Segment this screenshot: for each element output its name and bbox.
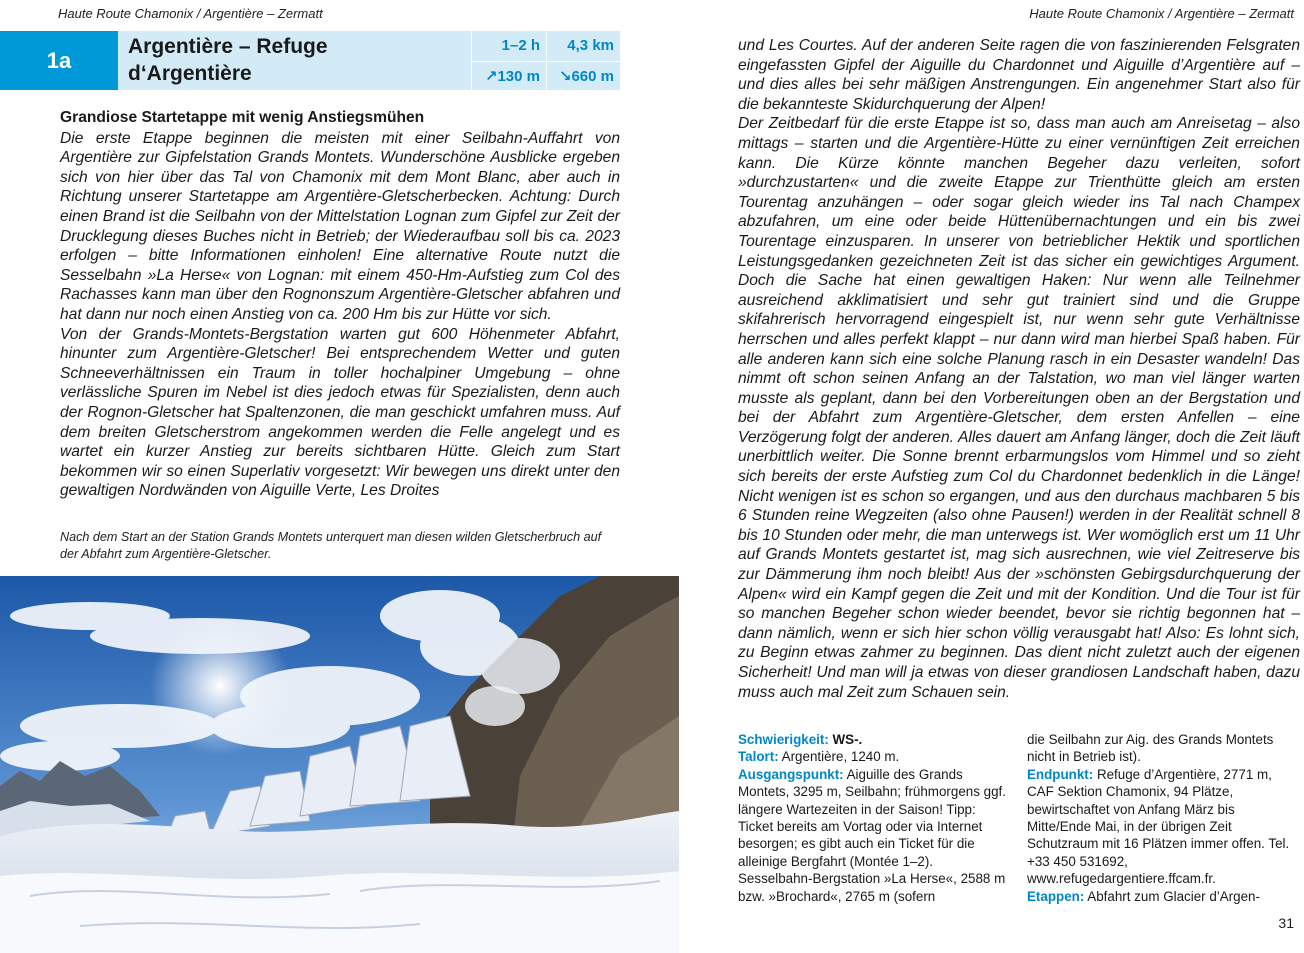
ascent-stat: ↗130 m (472, 61, 546, 91)
tour-header (118, 31, 620, 90)
start-value: Aiguille des Grands Montets, 3295 m, Seilbahn; frühmorgens ggf. längere Wartezeiten in der Saison! Tipp: Ticket bereits am Vortag oder via Internet besorgen; es gibt auch ein Ticket für die alleinige Bergfahrt (Montée 1–2). Sesselbahn-Bergstation »La Herse«, 2588 m bzw. »Brochard«, 2765 m (sofern (738, 766, 1006, 904)
tour-title-line-2: d‘Argentière (128, 62, 252, 85)
end-value: Refuge d’Argentière, 2771 m, CAF Sektion Chamonix, 94 Plätze, bewirtschaftet von Anfang März bis Mitte/Ende Mai, in der übrigen Zeit Schutzraum mit 16 Plätzen immer offen. Tel. +33 450 531692, www.refugedargentiere.ffcam.fr. (1027, 766, 1290, 887)
stages-entry (1027, 888, 1302, 905)
valley-value: Argentière, 1240 m. (781, 749, 900, 765)
stages-label: Etappen: (1027, 888, 1085, 904)
descent-stat: ↘660 m (546, 61, 620, 91)
left-column (60, 108, 620, 501)
stages-value: Abfahrt zum Glacier d’Argen- (1087, 888, 1260, 904)
distance-stat: 4,3 km (546, 31, 620, 61)
tour-title-line-1: Argentière – Refuge (128, 35, 328, 58)
tour-title (118, 31, 471, 90)
right-paragraph-2: Der Zeitbedarf für die erste Etappe ist so, dass man auch am Anreisetag – also mittags – starten und die Argentière-Hütte zu einer vernünftigen Zeit erreichen kann. Die Kürze könnte manchen Begeher dazu verleiten, sofort »durchzustarten« und die zweite Etappe zur Trienthütte gleich am ersten Tourentag anzuhängen – oder sogar gleich wieder ins Tal nach Champex abzufahren, um eine oder beide Hüttenübernachtungen und ein bis zwei Tourentage einzusparen. In unserer von betrieblicher Hektik und sportlichen Leistungsgedanken gezeichneten Zeit ist das sicher ein gewichtiges Argument. Doch die Sache hat einen gewaltigen Haken: Nur wenn alle Teilnehmer ausreichend akklimatisiert und sehr gut trainiert sind und die Gruppe skifahrerisch hervorragend eingespielt ist, nur wenn sehr gute Verhältnisse herrschen und alles perfekt klappt – nur dann wird man hierbei Spaß haben. Für alle anderen kann sich eine solche Planung rasch in ein Desaster wandeln! Das nimmt oft schon seinen Anfang an der Talstation, wo man viel länger warten musste als geplant, dann bei den Vorbereitungen oben an der Bergstation und bei der Abfahrt zum Argentière-Gletscher, dem ersten Anfellen – eine Verzögerung folgt der anderen. Alles dauert am Anfang länger, doch die Zeit läuft unerbittlich weiter. Die Sonne brennt erbarmungslos vom Himmel und so zieht sich bereits der erste Aufstieg zum Col du Chardonnet bedenklich in die Länge! Nicht wenigen ist es schon so ergangen, und aus den durchaus machbaren 5 bis 6 Stunden reine Wegzeiten (also ohne Pausen!) werden in der Realität schnell 8 bis 10 Stunden oder mehr, die man unterwegs ist. Wer womöglich erst um 11 Uhr auf Grands Montets gestartet ist, mag sich ausrechnen, wie viel Zeitreserve bis zur Dämmerung ihm noch bleibt! Aus der »schönsten Gebirgsdurchquerung der Alpen« wird ein Kampf gegen die Zeit und mit der Kondition. Und die Tour ist für so manchen Begeher schon wieder beendet, bevor sie richtig begonnen hat – dann nämlich, wenn er sich hier schon völlig verausgabt hat! Also: Es lohnt sich, zu Beginn etwas zahmer zu beginnen. Das dient nicht zuletzt auch der eigenen Sicherheit! Und man will ja etwas von dieser grandiosen Landschaft haben, dazu muss auch mal Zeit zum Schauen sein. (738, 115, 1300, 701)
end-entry (1027, 766, 1302, 888)
running-header-left: Haute Route Chamonix / Argentière – Zermatt (58, 6, 323, 21)
start-entry (738, 766, 1010, 905)
glacier-photo (0, 576, 679, 953)
photo-caption: Nach dem Start an der Station Grands Montets unterquert man diesen wilden Gletscherbruch auf der Abfahrt zum Argentière-Gletscher. (60, 530, 602, 561)
running-header-right: Haute Route Chamonix / Argentière – Zermatt (1029, 6, 1294, 21)
right-column (738, 36, 1300, 702)
valley-entry (738, 748, 1010, 765)
end-label: Endpunkt: (1027, 766, 1094, 782)
difficulty-label: Schwierigkeit: (738, 732, 829, 747)
glacier-photo-illustration (0, 576, 679, 953)
tour-info-column-1 (738, 731, 1010, 905)
duration-stat: 1–2 h (501, 37, 540, 55)
difficulty-value: WS-. (832, 732, 863, 747)
start-entry-continued: die Seilbahn zur Aig. des Grands Montets nicht in Betrieb ist). (1027, 732, 1274, 765)
tour-stats (471, 31, 620, 90)
right-paragraph-1: und Les Courtes. Auf der anderen Seite ragen die von faszinierenden Felsgraten eingefassten Gipfel der Aiguille du Chardonnet und Aiguille d’Argentière auf – und dies alles bei sehr mäßigen Anstrengungen. Ein angenehmer Start also für die bekannteste Skidurchquerung der Alpen! (738, 37, 1300, 113)
valley-label: Talort: (738, 749, 779, 765)
left-paragraph-2: Von der Grands-Montets-Bergstation warten gut 600 Höhenmeter Abfahrt, hinunter zum Argentière-Gletscher! Bei entsprechendem Wetter und guten Schneeverhältnissen ein Traum in toller hochalpiner Umgebung – ohne verlässliche Spuren im Nebel ist dies jedoch etwas für Spezialisten, denn auch der Rognon-Gletscher hat Spaltenzonen, die man geschickt umfahren muss. Auf dem breiten Gletscherstrom angekommen werden die Felle angelegt und es wartet ein kurzer Anstieg zur bereits sichtbaren Hütte. Gleich zum Start bekommen wir so einen Superlativ vorgesetzt: Wir bewegen uns direkt unter den gewaltigen Nordwänden von Aiguille Verte, Les Droites (60, 325, 620, 500)
tour-number-badge: 1a (0, 31, 118, 90)
difficulty-entry (738, 731, 1010, 748)
section-subheading: Grandiose Startetappe mit wenig Anstiegsmühen (60, 109, 425, 126)
tour-info-column-2 (1027, 731, 1302, 905)
intro-text (60, 129, 620, 501)
page-number: 31 (1278, 915, 1294, 931)
start-label: Ausgangspunkt: (738, 766, 844, 782)
left-paragraph-1: Die erste Etappe beginnen die meisten mit einer Seilbahn-Auffahrt von Argentière zur Gipfelstation Grands Montets. Wunderschöne Ausblicke ergeben sich von hier über das Tal von Chamonix mit dem Mont Blanc, aber auch in Richtung unserer Startetappe am Argentière-Gletscherbecken. Achtung: Durch einen Brand ist die Seilbahn von der Mittelstation Lognan zum Gipfel zur Zeit der Drucklegung dieses Buches nicht in Betrieb; der Wiederaufbau soll bis ca. 2023 erfolgen – bitte Informationen einholen! Eine alternative Route nutzt die Sesselbahn »La Herse« von Lognan: mit einem 450-Hm-Aufstieg zum Col des Rachasses kann man über den Rognonszum Argentière-Gletscher abfahren und hat dann nur noch einen Anstieg von ca. 200 Hm bis zur Hütte vor sich. (60, 129, 620, 323)
